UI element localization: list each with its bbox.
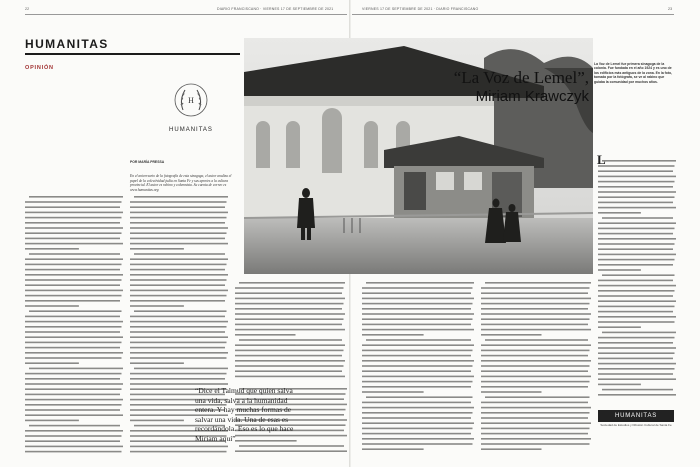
text-line (25, 227, 123, 229)
text-line (130, 342, 227, 344)
text-line (25, 326, 122, 328)
text-line (130, 326, 227, 328)
text-line (362, 448, 424, 450)
text-line (362, 334, 424, 336)
text-line (481, 298, 591, 300)
text-line (130, 378, 225, 380)
text-line (481, 350, 590, 352)
text-line (362, 391, 424, 393)
text-line (598, 384, 641, 386)
text-line (602, 389, 673, 391)
text-line (598, 228, 675, 230)
text-line (25, 404, 122, 406)
text-line (134, 253, 225, 255)
text-line (602, 274, 675, 276)
text-line (29, 310, 122, 312)
text-line (25, 284, 120, 286)
text-line (29, 425, 120, 427)
text-line (362, 313, 474, 315)
text-line (130, 248, 184, 250)
text-line (598, 306, 675, 308)
text-line (481, 313, 591, 315)
text-line (130, 357, 227, 359)
text-line (130, 300, 225, 302)
text-line (130, 227, 228, 229)
text-line (25, 217, 122, 219)
text-line (598, 326, 641, 328)
text-line (130, 284, 225, 286)
byline: POR MARÍA PRESSA (130, 160, 165, 164)
text-line (25, 248, 79, 250)
text-line (25, 362, 79, 364)
text-line (481, 308, 588, 310)
text-line (598, 238, 676, 240)
text-line (25, 336, 123, 338)
text-line (25, 201, 122, 203)
text-line (481, 324, 588, 326)
text-line (25, 269, 120, 271)
text-line (235, 298, 345, 300)
text-line (481, 402, 588, 404)
text-line (598, 285, 676, 287)
text-line (130, 451, 227, 453)
text-line (598, 191, 676, 193)
text-line (481, 292, 588, 294)
text-line (481, 443, 590, 445)
text-line (362, 438, 474, 440)
text-line (25, 264, 122, 266)
text-line (598, 243, 675, 245)
text-line (485, 396, 590, 398)
text-line (362, 370, 471, 372)
text-line (130, 347, 225, 349)
text-line (130, 373, 227, 375)
text-line (130, 279, 227, 281)
headline-title: “La Voz de Lemel”, (453, 68, 589, 87)
text-line (25, 279, 122, 281)
text-line (366, 282, 474, 284)
text-line (598, 280, 673, 282)
text-line (598, 181, 675, 183)
text-line (598, 290, 675, 292)
text-line (235, 292, 342, 294)
text-line (239, 339, 342, 341)
text-line (598, 300, 676, 302)
text-line (481, 376, 591, 378)
text-line (485, 339, 588, 341)
text-line (25, 446, 123, 448)
text-line (25, 321, 123, 323)
text-line (481, 448, 542, 450)
svg-text:H: H (188, 96, 194, 105)
text-line (598, 311, 673, 313)
text-line (25, 383, 123, 385)
text-line (602, 160, 676, 162)
text-line (481, 438, 591, 440)
text-line (25, 290, 123, 292)
text-line (362, 350, 473, 352)
text-line (235, 308, 342, 310)
text-line (235, 370, 342, 372)
text-line (362, 324, 471, 326)
text-line (362, 344, 474, 346)
text-line (130, 201, 227, 203)
text-line (362, 298, 474, 300)
text-line (25, 373, 122, 375)
text-lines (235, 280, 345, 380)
body-column-4 (362, 280, 474, 456)
text-line (598, 259, 675, 261)
text-line (481, 334, 542, 336)
text-line (362, 303, 473, 305)
text-line (134, 196, 228, 198)
right-folio-number: 23 (668, 7, 673, 11)
text-line (25, 316, 120, 318)
text-line (25, 222, 120, 224)
text-line (481, 329, 591, 331)
text-line (362, 355, 471, 357)
text-line (362, 329, 474, 331)
text-line (366, 396, 473, 398)
text-line (366, 339, 471, 341)
body-column-5 (481, 280, 591, 456)
body-column-6 (598, 158, 676, 400)
text-line (130, 269, 225, 271)
text-line (481, 422, 591, 424)
text-line (598, 363, 676, 365)
headline-name: Miriam Krawczyk (475, 88, 589, 105)
text-line (130, 420, 184, 422)
text-line (130, 243, 228, 245)
text-line (362, 433, 471, 435)
text-lines (362, 280, 474, 456)
text-line (598, 264, 673, 266)
text-line (362, 417, 471, 419)
text-line (239, 282, 345, 284)
body-column-3 (235, 280, 345, 380)
ad-subtitle: Sociedad de Estudios y Difusión Cultural de Santa Fe (600, 423, 672, 427)
text-line (25, 206, 120, 208)
laurel-emblem-icon (171, 80, 211, 120)
text-line (598, 170, 673, 172)
text-line (598, 176, 676, 178)
text-line (362, 318, 473, 320)
text-line (235, 365, 344, 367)
text-line (598, 269, 641, 271)
text-line (25, 243, 123, 245)
text-line (362, 407, 474, 409)
text-line (25, 430, 123, 432)
text-line (25, 394, 120, 396)
left-top-rule (25, 14, 347, 15)
body-column-1 (25, 194, 123, 456)
text-line (130, 305, 184, 307)
photo-caption: La Voz de Lemel fue primera sinagoga de la colonia. Fue fundada en el año 1924 y es uno de los edificios más antiguos de la zona. En la foto, tomada por la fotógrafa, se ve al rabino que guiaba la comunidad por muchos años. (594, 62, 672, 84)
text-line (235, 313, 345, 315)
text-line (481, 417, 588, 419)
text-line (130, 206, 225, 208)
text-line (235, 376, 345, 378)
text-line (598, 233, 673, 235)
section-title: HUMANITAS (25, 37, 109, 51)
text-line (481, 344, 591, 346)
text-line (362, 376, 474, 378)
text-line (481, 391, 542, 393)
text-line (130, 336, 228, 338)
text-line (598, 373, 673, 375)
text-line (598, 222, 676, 224)
text-line (130, 352, 228, 354)
text-line (25, 232, 122, 234)
text-line (598, 342, 673, 344)
text-line (481, 386, 588, 388)
article-intro: En el aniversario de la fotografía de esta sinagoga, el autor analiza el papel de la colectividad judía en Santa Fe y sus aportes a la cultura provincial. El autor es rabino y columnista. Su cuenta de correo es www.humanitas.org (130, 174, 232, 192)
left-folio-meta: DIARIO FRANCISCANO · VIERNES 17 DE SEPTIEMBRE DE 2021 (217, 7, 334, 11)
text-lines (25, 194, 123, 456)
ad-title: HUMANITAS (598, 410, 674, 422)
text-line (25, 414, 123, 416)
text-line (598, 202, 673, 204)
left-folio-number: 22 (25, 7, 30, 11)
text-line (362, 443, 473, 445)
headline (384, 68, 589, 106)
section-rule (25, 53, 240, 55)
text-line (130, 383, 228, 385)
text-line (598, 316, 676, 318)
text-line (130, 258, 228, 260)
text-line (235, 324, 342, 326)
text-line (25, 238, 120, 240)
text-line (481, 370, 588, 372)
pull-quote: “Dice el Talmud que quien salva una vida, salva a la humanidad entera. Y hay muchas formas de salvar una vida. Una de esas es recordándola. Eso es lo que hace Miriam aquí” (195, 386, 294, 443)
text-line (25, 347, 120, 349)
text-line (235, 287, 344, 289)
text-line (362, 308, 471, 310)
text-line (602, 217, 673, 219)
text-line (481, 360, 591, 362)
text-line (25, 295, 122, 297)
text-line (130, 217, 227, 219)
text-line (481, 433, 588, 435)
text-line (130, 274, 228, 276)
text-line (598, 347, 676, 349)
text-line (598, 352, 675, 354)
right-top-rule (352, 14, 674, 15)
humanitas-ad (598, 404, 674, 440)
humanitas-logo (155, 80, 227, 133)
text-line (481, 287, 590, 289)
text-line (130, 316, 225, 318)
text-line (235, 450, 347, 452)
text-line (598, 212, 641, 214)
text-line (481, 365, 590, 367)
text-line (25, 352, 123, 354)
text-line (598, 186, 673, 188)
text-line (602, 332, 676, 334)
text-line (598, 165, 675, 167)
dropcap: L (597, 152, 606, 167)
text-line (134, 310, 227, 312)
text-line (235, 303, 344, 305)
text-line (481, 407, 591, 409)
text-line (29, 253, 120, 255)
text-lines (481, 280, 591, 456)
text-line (598, 358, 673, 360)
text-line (130, 222, 225, 224)
text-line (598, 378, 676, 380)
text-line (235, 360, 345, 362)
text-line (25, 331, 120, 333)
text-line (25, 378, 120, 380)
text-line (130, 295, 227, 297)
text-line (25, 420, 79, 422)
text-line (362, 412, 473, 414)
text-line (481, 428, 590, 430)
text-line (25, 435, 122, 437)
text-line (598, 295, 673, 297)
text-line (25, 451, 122, 453)
text-line (25, 305, 79, 307)
text-line (362, 402, 471, 404)
text-line (25, 300, 120, 302)
text-line (130, 321, 228, 323)
text-line (130, 331, 225, 333)
text-line (362, 287, 473, 289)
text-line (481, 381, 590, 383)
text-line (235, 355, 342, 357)
text-line (598, 337, 675, 339)
text-line (130, 238, 225, 240)
text-line (362, 386, 471, 388)
text-line (130, 232, 227, 234)
text-line (235, 334, 296, 336)
text-line (598, 394, 676, 396)
text-line (485, 282, 591, 284)
text-line (362, 381, 473, 383)
text-line (29, 368, 123, 370)
text-line (25, 212, 123, 214)
text-line (362, 422, 474, 424)
text-line (235, 350, 344, 352)
section-kicker: OPINIÓN (25, 65, 54, 71)
text-line (29, 196, 123, 198)
text-line (239, 445, 344, 447)
text-line (362, 365, 473, 367)
text-line (25, 399, 123, 401)
text-line (598, 248, 673, 250)
text-line (25, 409, 120, 411)
text-line (481, 412, 590, 414)
text-line (481, 303, 590, 305)
right-folio-meta: VIERNES 17 DE SEPTIEMBRE DE 2021 · DIARIO FRANCISCANO (362, 7, 479, 11)
text-line (25, 388, 122, 390)
text-line (130, 362, 184, 364)
text-line (130, 290, 228, 292)
logo-wordmark: HUMANITAS (169, 127, 213, 133)
text-line (25, 274, 123, 276)
text-line (130, 446, 228, 448)
text-line (130, 212, 228, 214)
text-line (598, 254, 676, 256)
text-line (598, 368, 675, 370)
text-line (598, 321, 675, 323)
text-line (25, 342, 122, 344)
text-line (362, 292, 471, 294)
text-line (598, 196, 675, 198)
text-line (25, 258, 123, 260)
text-lines (598, 158, 676, 400)
text-line (481, 318, 590, 320)
text-line (25, 357, 122, 359)
text-line (598, 207, 676, 209)
text-line (235, 318, 344, 320)
text-line (481, 355, 588, 357)
text-line (235, 329, 345, 331)
text-line (362, 428, 473, 430)
text-line (130, 264, 227, 266)
text-line (235, 344, 345, 346)
text-line (134, 368, 228, 370)
text-line (25, 440, 120, 442)
text-line (362, 360, 474, 362)
